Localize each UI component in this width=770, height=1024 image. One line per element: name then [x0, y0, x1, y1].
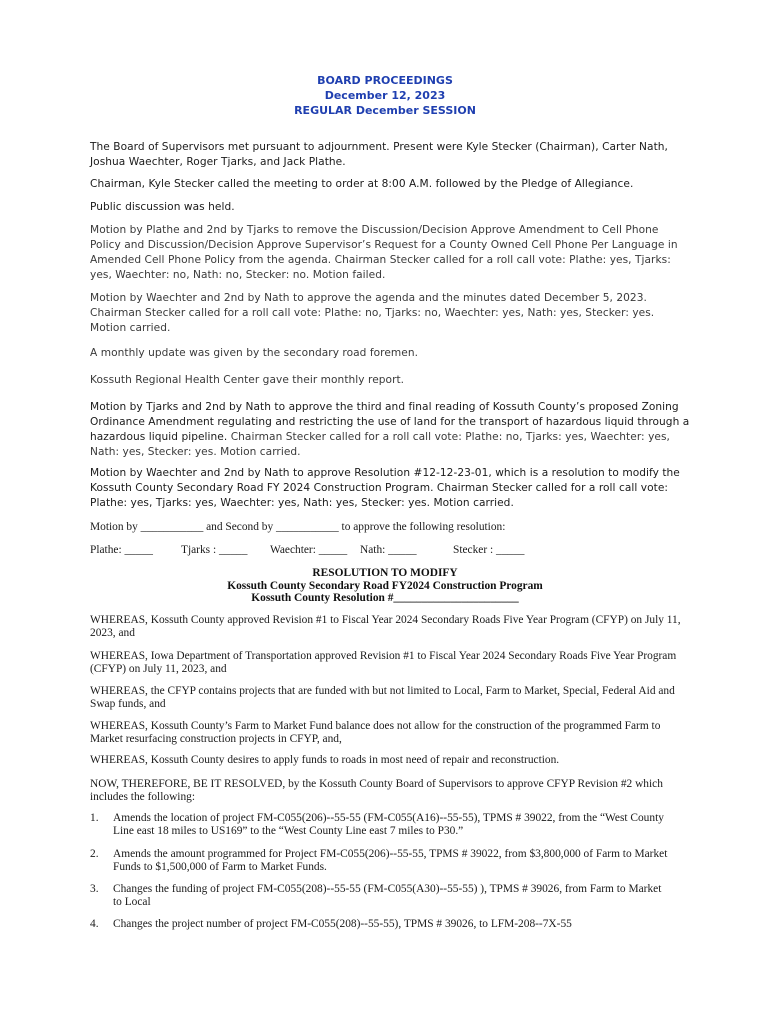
resolution-motion-paragraph: Motion by Waechter and 2nd by Nath to approve Resolution #12-12-23-01, which is a resolution to modify the Kossuth County Secondary Road FY 2024 Construction Program. Chairman Stecker called for a roll call vote: Plathe: yes, Tjarks: yes, Waechter: yes, Nath: yes, Stecker: yes. Motion carried. — [90, 467, 680, 509]
road-update-paragraph: A monthly update was given by the secondary road foremen. — [90, 347, 419, 359]
list-item-text: Changes the funding of project FM-C055(208)--55-55 (FM-C055(A30)--55-55) ), TPMS # 39026, from Farm to Market to Local — [113, 883, 662, 908]
vote-plathe: Plathe: _____ — [90, 544, 153, 556]
resolution-heading — [0, 567, 770, 605]
header-title: BOARD PROCEEDINGS — [317, 74, 453, 87]
vote-waechter: Waechter: _____ — [270, 544, 348, 556]
zoning-motion-text: Motion by Tjarks and 2nd by Nath to approve the third and final reading of Kossuth County’s proposed Zoning Ordinance Amendment regulating and restricting the use of land for the transport of hazardous liquid through a hazardous liquid pipeline. — [90, 401, 690, 443]
list-item-number: 1. — [90, 812, 99, 824]
call-to-order-paragraph: Chairman, Kyle Stecker called the meeting to order at 8:00 A.M. followed by the Pledge of Allegiance. — [90, 178, 634, 190]
header-session: REGULAR December SESSION — [294, 104, 476, 117]
public-discussion-paragraph: Public discussion was held. — [90, 201, 235, 213]
list-item-text: Changes the project number of project FM-C055(208)--55-55), TPMS # 39026, to LFM-208--7X-55 — [113, 918, 572, 930]
whereas-clause: WHEREAS, Iowa Department of Transportation approved Revision #1 to Fiscal Year 2024 Secondary Roads Five Year Program (CFYP) on July 11, 2023, and — [90, 650, 677, 675]
resolution-number: Kossuth County Resolution #______________________ — [251, 592, 519, 604]
resolution-title: RESOLUTION TO MODIFY — [312, 567, 458, 579]
vote-stecker: Stecker : _____ — [453, 544, 525, 556]
therefore-clause: NOW, THEREFORE, BE IT RESOLVED, by the Kossuth County Board of Supervisors to approve CFYP Revision #2 which includes the following: — [90, 778, 663, 803]
header-date: December 12, 2023 — [324, 89, 446, 102]
list-item-number: 3. — [90, 883, 99, 895]
cell-phone-motion-paragraph: Motion by Plathe and 2nd by Tjarks to remove the Discussion/Decision Approve Amendment to Cell Phone Policy and Discussion/Decision Approve Supervisor’s Request for a County Owned Cell Phone Per Language in Amended Cell Phone Policy from the agenda. Chairman Stecker called for a roll call vote: Plathe: yes, Tjarks: yes, Waechter: no, Nath: no, Stecker: no. Motion failed. — [90, 224, 678, 281]
zoning-motion-paragraph — [90, 400, 690, 460]
vote-line — [90, 544, 690, 557]
whereas-clause: WHEREAS, Kossuth County approved Revision #1 to Fiscal Year 2024 Secondary Roads Five Year Program (CFYP) on July 11, 2023, and — [90, 614, 681, 639]
list-item-number: 2. — [90, 848, 99, 860]
motion-second-line: Motion by ___________ and Second by ___________ to approve the following resolution: — [90, 521, 506, 533]
list-item-text: Amends the location of project FM-C055(206)--55-55 (FM-C055(A16)--55-55), TPMS # 39022, from the “West County Line east 18 miles to US169” to the “West County Line east 7 miles to P30.” — [113, 812, 664, 837]
list-item-number: 4. — [90, 918, 99, 930]
resolution-subtitle: Kossuth County Secondary Road FY2024 Construction Program — [227, 579, 543, 592]
whereas-clause: WHEREAS, the CFYP contains projects that are funded with but not limited to Local, Farm to Market, Special, Federal Aid and Swap funds, and — [90, 685, 675, 710]
vote-nath: Nath: _____ — [360, 544, 417, 556]
document-header — [0, 73, 770, 118]
whereas-clause: WHEREAS, Kossuth County’s Farm to Market Fund balance does not allow for the construction of the programmed Farm to Market resurfacing construction projects in CFYP, and, — [90, 720, 661, 745]
attendance-paragraph: The Board of Supervisors met pursuant to adjournment. Present were Kyle Stecker (Chairman), Carter Nath, Joshua Waechter, Roger Tjarks, and Jack Plathe. — [90, 141, 668, 168]
list-item-text: Amends the amount programmed for Project FM-C055(206)--55-55, TPMS # 39022, from $3,800,000 of Farm to Market Funds to $1,500,000 of Farm to Market Funds. — [113, 848, 668, 873]
whereas-clause: WHEREAS, Kossuth County desires to apply funds to roads in most need of repair and reconstruction. — [90, 754, 560, 766]
vote-tjarks: Tjarks : _____ — [181, 544, 248, 556]
health-center-paragraph: Kossuth Regional Health Center gave their monthly report. — [90, 374, 405, 386]
agenda-motion-paragraph: Motion by Waechter and 2nd by Nath to approve the agenda and the minutes dated December 5, 2023. Chairman Stecker called for a roll call vote: Plathe: no, Tjarks: no, Waechter: yes, Nath: yes, Stecker: yes. Motion carried. — [90, 292, 655, 334]
zoning-roll-call-text: Chairman Stecker called for a roll call vote: Plathe: no, Tjarks: yes, Waechter: yes, Nath: yes, Stecker: yes. Motion carried. — [90, 431, 670, 458]
